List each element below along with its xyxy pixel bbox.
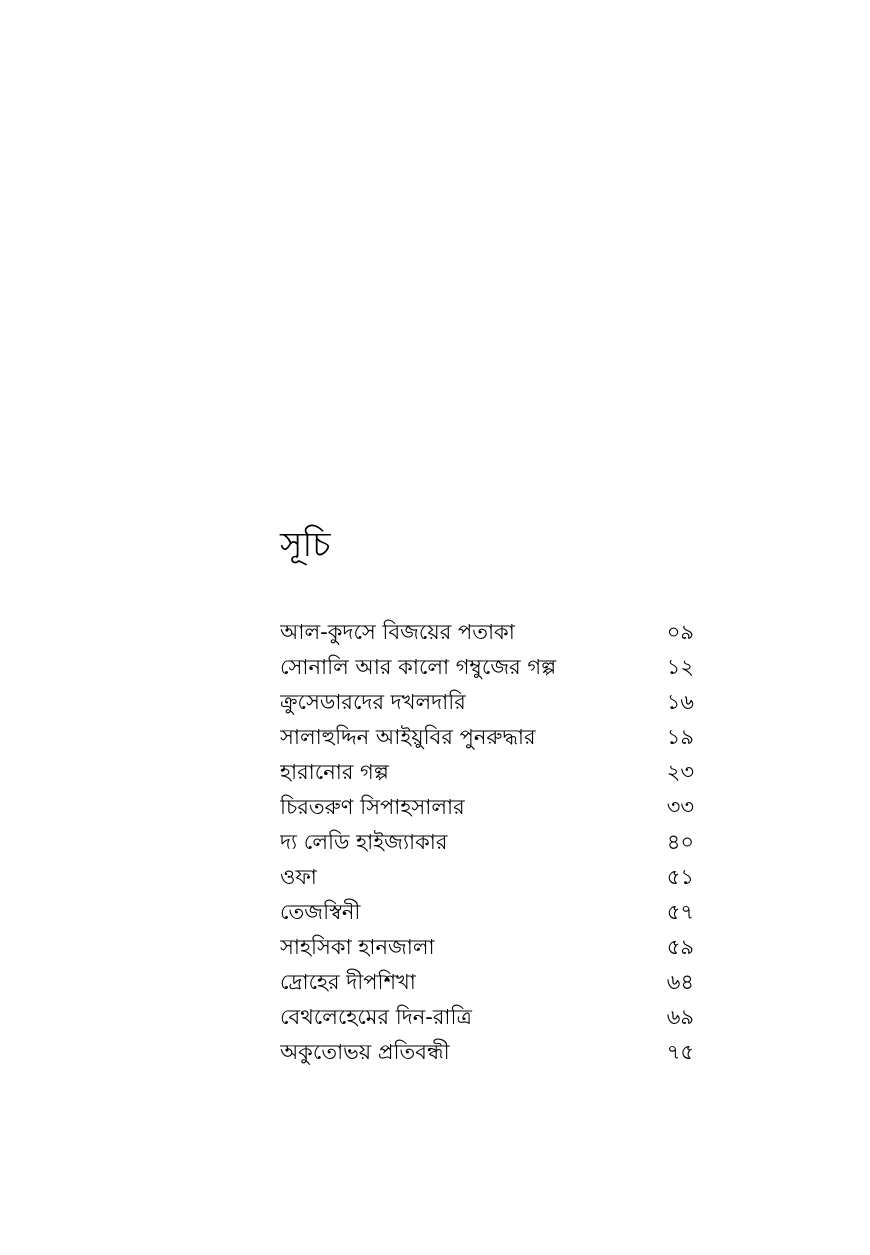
toc-entry-page: ৬৯ — [666, 1005, 694, 1029]
toc-entry[interactable] — [280, 896, 694, 931]
toc-entry[interactable] — [280, 1001, 694, 1036]
toc-entry-title: অকুতোভয় প্রতিবন্ধী — [280, 1040, 450, 1064]
toc-entry[interactable] — [280, 721, 694, 756]
toc-entry-title: সালাহুদ্দিন আইয়ুবির পুনরুদ্ধার — [280, 725, 536, 749]
toc-entry-title: আল-কুদসে বিজয়ের পতাকা — [280, 620, 515, 644]
toc-entry-page: ১৯ — [666, 725, 694, 749]
toc-entry[interactable] — [280, 791, 694, 826]
toc-entry[interactable] — [280, 931, 694, 966]
toc-entry[interactable] — [280, 1036, 694, 1071]
toc-entry-page: ০৯ — [666, 620, 694, 644]
toc-entry-page: ১২ — [666, 655, 694, 679]
toc-entry[interactable] — [280, 616, 694, 651]
toc-entry[interactable] — [280, 966, 694, 1001]
toc-entry-page: ৩৩ — [666, 795, 694, 819]
toc-entry[interactable] — [280, 756, 694, 791]
toc-entry-title: দ্য লেডি হাইজ্যাকার — [280, 830, 448, 854]
toc-entry-page: ৭৫ — [666, 1040, 694, 1064]
toc-entry[interactable] — [280, 861, 694, 896]
toc-entry-page: ৪০ — [666, 830, 694, 854]
toc-entry-title: তেজস্বিনী — [280, 900, 361, 924]
toc-entry-page: ৫৯ — [666, 935, 694, 959]
toc-entry[interactable] — [280, 686, 694, 721]
toc-entry-page: ৬৪ — [666, 970, 694, 994]
toc-entry-title: বেথলেহেমের দিন-রাত্রি — [280, 1005, 472, 1029]
toc-heading: সূচি — [280, 525, 331, 565]
toc-entry-title: চিরতরুণ সিপাহসালার — [280, 795, 465, 819]
toc-entry-title: সাহসিকা হানজালা — [280, 935, 435, 959]
toc-entry-page: ১৬ — [666, 690, 694, 714]
table-of-contents — [280, 520, 694, 1071]
toc-entry-page: ৫১ — [666, 865, 694, 889]
toc-entry-title: সোনালি আর কালো গম্বুজের গল্প — [280, 655, 557, 679]
toc-entry-title: ক্রুসেডারদের দখলদারি — [280, 690, 466, 714]
toc-entry[interactable] — [280, 651, 694, 686]
toc-entry-page: ৫৭ — [666, 900, 694, 924]
toc-list — [280, 616, 694, 1071]
toc-entry-page: ২৩ — [666, 760, 694, 784]
toc-entry-title: হারানোর গল্প — [280, 760, 389, 784]
toc-entry-title: ওফা — [280, 865, 317, 889]
toc-entry-title: দ্রোহের দীপশিখা — [280, 970, 416, 994]
toc-entry[interactable] — [280, 826, 694, 861]
